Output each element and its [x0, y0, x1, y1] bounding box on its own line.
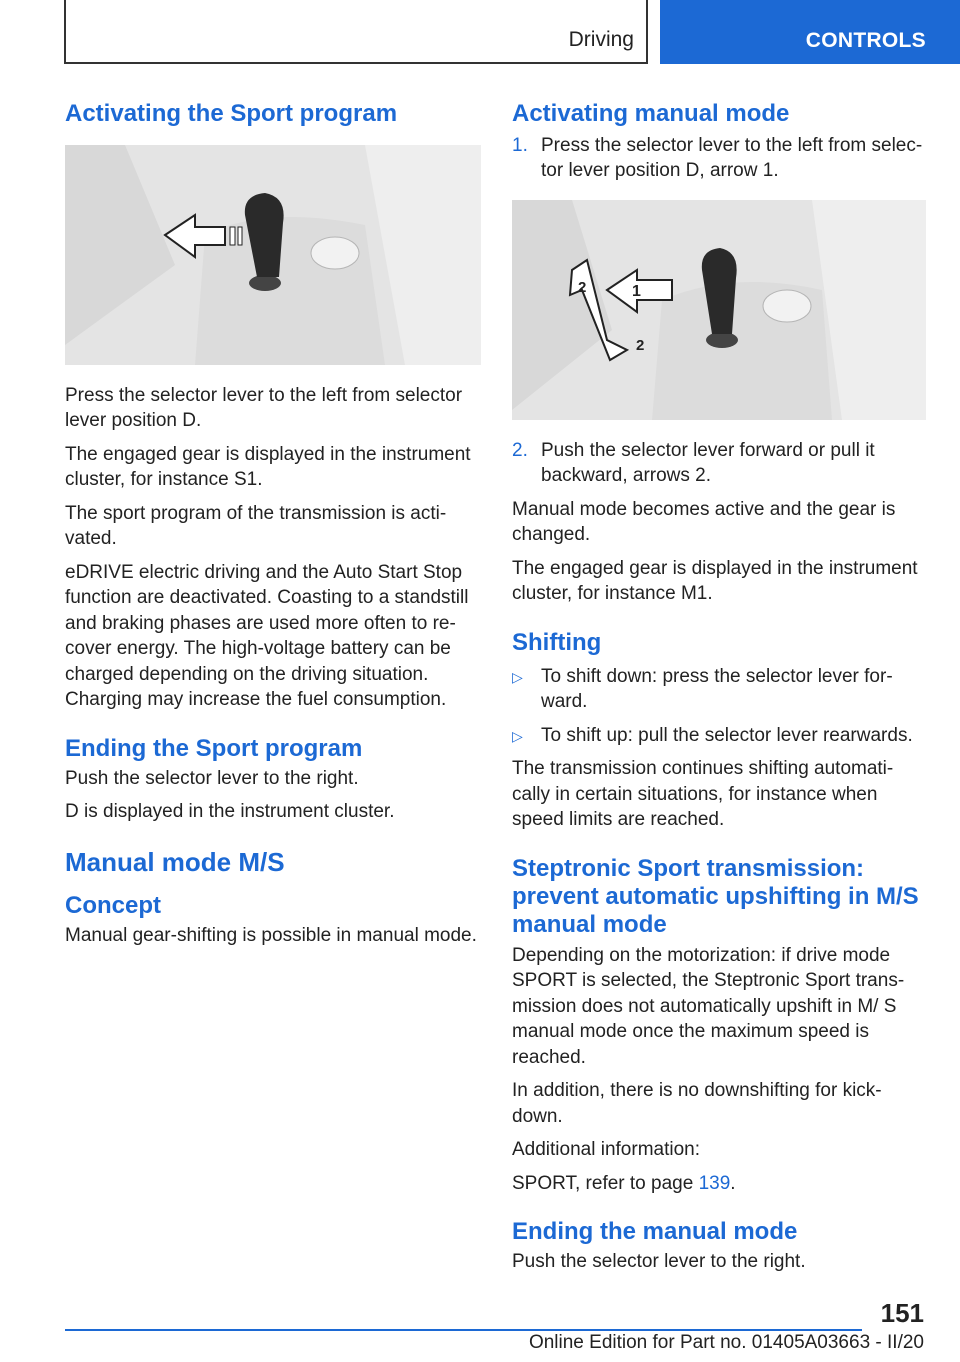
left-column [65, 100, 481, 956]
right-column [512, 100, 928, 1282]
triangle-bullet-icon: ▷ [512, 727, 523, 744]
heading-concept: Concept [65, 891, 161, 919]
heading-ending-manual: Ending the manual mode [512, 1218, 798, 1246]
heading-manual-mode: Manual mode M/S [65, 846, 285, 877]
manual-steps-list-2 [512, 438, 928, 489]
triangle-bullet-icon: ▷ [512, 668, 523, 685]
ending-manual-text: Push the selector lever to the right. [512, 1250, 806, 1272]
heading-steptronic: Steptronic Sport transmission: prevent automatic upshifting in M/S manual mode [512, 854, 919, 938]
sport-reference [512, 1171, 928, 1197]
manual-steps-list-1 [512, 133, 928, 184]
figure-selector-lever-manual [512, 200, 926, 420]
page-number: 151 [880, 1298, 924, 1328]
header-section-box [64, 0, 648, 64]
list-item [512, 133, 928, 184]
sport-paragraph-1: Press the selector lever to the left from selector lever position D. [65, 384, 463, 432]
heading-activating-manual: Activating manual mode [512, 100, 790, 127]
step-text: Push the selector lever forward or pull it backward, arrows 2. [541, 439, 875, 487]
selector-lever-arrows-illustration [512, 200, 926, 420]
header-chapter-tab: CONTROLS [660, 0, 960, 64]
reference-suffix: . [730, 1172, 736, 1194]
after-steps-paragraph-2: The engaged gear is displayed in the instrument cluster, for instance M1. [512, 557, 918, 605]
sport-paragraph-4: eDRIVE electric driving and the Auto Start Stop function are deactivated. Coasting to a standstill and braking phases are used more often to re‐cover energy. The high-voltage battery can be charged depending on the driving situation. Charging may increase the fuel consumption. [65, 561, 469, 711]
bullet-text: To shift down: press the selector lever for‐ward. [541, 665, 893, 713]
arrow-1-label: 1 [632, 282, 641, 300]
steptronic-paragraph-3: Additional information: [512, 1139, 700, 1161]
steptronic-paragraph-1: Depending on the motorization: if drive mode SPORT is selected, the Steptronic Sport trans‐mission does not automatically upshift in M/ S manual mode once the maximum speed is reached. [512, 944, 905, 1068]
figure-selector-lever-left [65, 145, 481, 365]
arrow-2-label-top: 2 [578, 278, 587, 296]
footer-divider [65, 1329, 862, 1331]
heading-activating-sport: Activating the Sport program [65, 100, 398, 127]
step-number: 2. [512, 439, 528, 461]
step-number: 1. [512, 134, 528, 156]
heading-shifting: Shifting [512, 628, 602, 656]
after-steps-paragraph-1: Manual mode becomes active and the gear is changed. [512, 498, 896, 546]
arrow-2-label-bottom: 2 [636, 336, 645, 354]
list-item [512, 438, 928, 489]
step-text: Press the selector lever to the left from selec‐tor lever position D, arrow 1. [541, 134, 923, 182]
sport-paragraph-3: The sport program of the transmission is acti‐vated. [65, 502, 447, 550]
selector-lever-illustration [65, 145, 481, 365]
bullet-text: To shift up: pull the selector lever rearwards. [541, 724, 913, 746]
list-item [512, 723, 928, 749]
list-item [512, 664, 928, 715]
ending-sport-paragraph-2: D is displayed in the instrument cluster. [65, 801, 395, 823]
heading-ending-sport: Ending the Sport program [65, 734, 363, 762]
ending-sport-paragraph-1: Push the selector lever to the right. [65, 767, 359, 789]
sport-paragraph-2: The engaged gear is displayed in the instrument cluster, for instance S1. [65, 443, 471, 491]
reference-prefix: SPORT, refer to page [512, 1172, 699, 1194]
concept-text: Manual gear-shifting is possible in manual mode. [65, 924, 477, 946]
header-section-label: Driving [568, 28, 634, 51]
shifting-after-text: The transmission continues shifting automati‐cally in certain situations, for instance when speed limits are reached. [512, 758, 894, 831]
page-reference-link[interactable]: 139 [698, 1172, 731, 1194]
steptronic-paragraph-2: In addition, there is no downshifting for kick‐down. [512, 1080, 882, 1127]
shifting-list [512, 664, 928, 749]
footer-edition: Online Edition for Part no. 01405A03663 - II/20 [528, 1332, 924, 1353]
